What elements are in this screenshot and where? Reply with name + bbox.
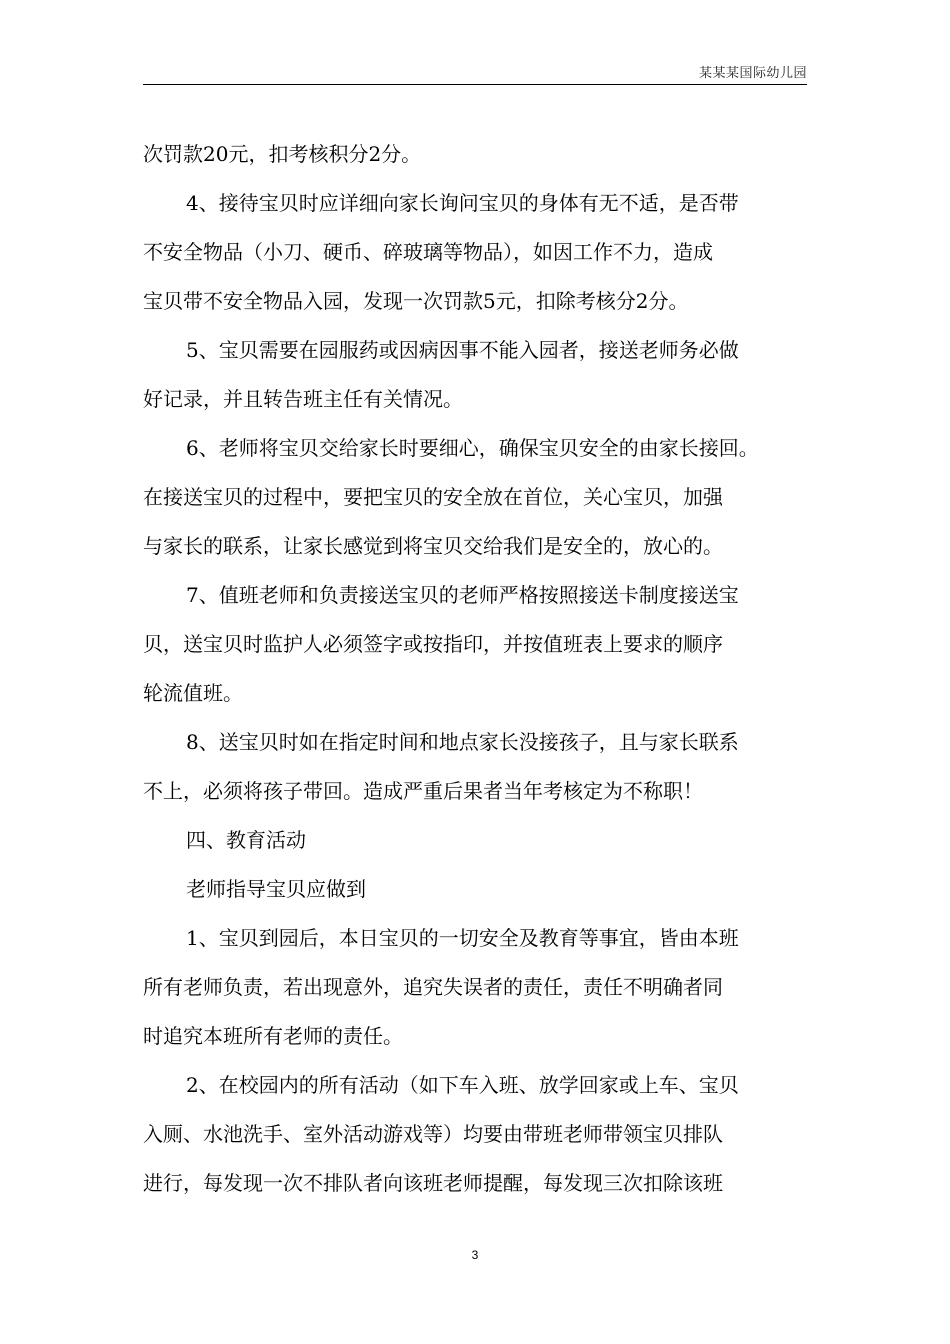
text-line: 宝贝带不安全物品入园，发现一次罚款5元，扣除考核分2分。 [143, 289, 689, 313]
text-line: 与家长的联系，让家长感觉到将宝贝交给我们是安全的，放心的。 [143, 534, 723, 558]
text-line: 1、宝贝到园后，本日宝贝的一切安全及教育等事宜，皆由本班 [186, 926, 739, 950]
body-text [143, 130, 813, 1208]
text-line: 7、值班老师和负责接送宝贝的老师严格按照接送卡制度接送宝 [186, 583, 739, 607]
text-line: 入厕、水池洗手、室外活动游戏等）均要由带班老师带领宝贝排队 [143, 1122, 723, 1146]
text-line: 轮流值班。 [143, 681, 243, 705]
text-line: 5、宝贝需要在园服药或因病因事不能入园者，接送老师务必做 [186, 338, 739, 362]
header-rule [143, 84, 807, 85]
text-line: 次罚款20元，扣考核积分2分。 [143, 142, 422, 166]
text-line: 贝，送宝贝时监护人必须签字或按指印，并按值班表上要求的顺序 [143, 632, 723, 656]
text-line: 4、接待宝贝时应详细向家长询问宝贝的身体有无不适，是否带 [186, 191, 739, 215]
text-line: 四、教育活动 [186, 828, 306, 852]
page-number: 3 [471, 1248, 479, 1262]
text-line: 不安全物品（小刀、硬币、碎玻璃等物品），如因工作不力，造成 [143, 240, 713, 264]
text-line: 在接送宝贝的过程中，要把宝贝的安全放在首位，关心宝贝，加强 [143, 485, 723, 509]
text-line: 老师指导宝贝应做到 [186, 877, 366, 901]
text-line: 进行，每发现一次不排队者向该班老师提醒，每发现三次扣除该班 [143, 1171, 723, 1195]
text-line: 6、老师将宝贝交给家长时要细心，确保宝贝安全的由家长接回。 [186, 436, 759, 460]
header-organization: 某某某国际幼儿园 [698, 66, 807, 81]
text-line: 不上，必须将孩子带回。造成严重后果者当年考核定为不称职！ [143, 779, 703, 803]
text-line: 所有老师负责，若出现意外，追究失误者的责任，责任不明确者同 [143, 975, 723, 999]
text-line: 8、送宝贝时如在指定时间和地点家长没接孩子，且与家长联系 [186, 730, 739, 754]
text-line: 好记录，并且转告班主任有关情况。 [143, 387, 463, 411]
text-line: 时追究本班所有老师的责任。 [143, 1024, 403, 1048]
text-line: 2、在校园内的所有活动（如下车入班、放学回家或上车、宝贝 [186, 1073, 739, 1097]
